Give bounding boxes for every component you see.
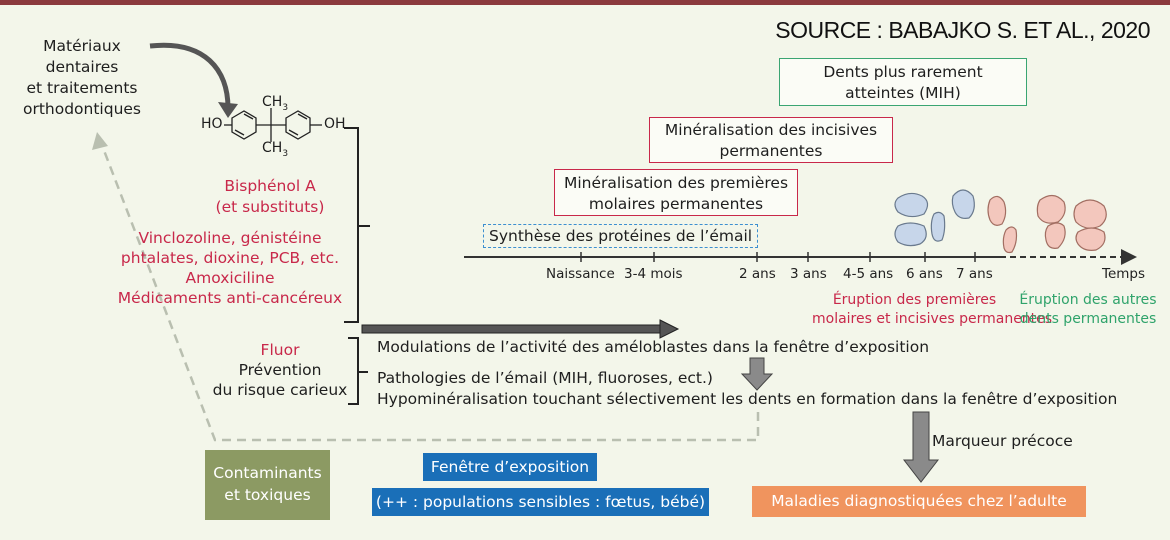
synthese-box: Synthèse des protéines de l’émail (483, 224, 758, 248)
exposure-arrow-body (362, 325, 662, 333)
materials-line2: dentaires (45, 58, 119, 76)
molaires-line1: Minéralisation des premières (563, 174, 789, 192)
mih-box (779, 58, 1027, 106)
eruption-first-line2: molaires et incisives permanentes (812, 311, 1053, 327)
contaminants-line4: phtalates, dioxine, PCB, etc. (120, 249, 340, 267)
materials-line1: Matériaux (43, 37, 121, 55)
fluor-bracket (348, 338, 368, 404)
tick-4-5-ans: 4-5 ans (843, 266, 894, 282)
timeline-end-label: Temps (1102, 266, 1146, 282)
molecule-ho: HO (201, 116, 223, 132)
incisives-box (649, 117, 893, 163)
fluor-line1: Fluor (260, 341, 300, 359)
modulation-text: Modulations de l’activité des améloblastes dans la fenêtre d’exposition (377, 338, 930, 356)
incisives-line1: Minéralisation des incisives (664, 121, 878, 139)
materials-label (12, 36, 152, 120)
materials-line4: orthodontiques (22, 100, 142, 118)
contaminants-legend-line1: Contaminants (213, 464, 322, 482)
teeth-pink (988, 195, 1106, 252)
tick-6-ans: 6 ans (906, 266, 943, 282)
teeth-blue (895, 190, 974, 246)
contaminants-legend-box (205, 450, 330, 520)
contaminants-list (100, 228, 360, 308)
mih-line1: Dents plus rarement (823, 63, 983, 81)
tick-7-ans: 7 ans (956, 266, 993, 282)
molecule-oh: OH (324, 116, 346, 132)
marker-text: Marqueur précoce (932, 432, 1073, 450)
hypomineral-text: Hypominéralisation touchant sélectivement les dents en formation dans la fenêtre d’exposition (377, 390, 1118, 408)
window-legend-box: Fenêtre d’exposition (423, 453, 597, 481)
bisphenol-label (170, 176, 370, 218)
contaminants-line6: Médicaments anti-cancéreux (117, 289, 343, 307)
bisphenol-line1: Bisphénol A (224, 177, 316, 195)
molaires-box (554, 169, 798, 216)
tick-naissance: Naissance (546, 266, 615, 282)
eruption-other-line1: Éruption des autres (1019, 292, 1157, 308)
molecule-ch3-top: $CH_3$ (262, 94, 289, 113)
tick-3-4-mois: 3-4 mois (624, 266, 683, 282)
molecule-ch3-bottom: $CH_3$ (262, 140, 289, 159)
source-label: SOURCE : BABAJKO S. ET AL., 2020 (775, 17, 1150, 43)
bisphenol-molecule (224, 108, 322, 142)
pathologies-text: Pathologies de l’émail (MIH, fluoroses, ect.) (377, 369, 713, 387)
materials-curved-arrow (150, 45, 228, 108)
fluor-line2: Prévention (238, 361, 322, 379)
contaminants-legend-line2: et toxiques (224, 486, 311, 504)
tick-3-ans: 3 ans (790, 266, 827, 282)
fluor-line3: du risque carieux (212, 381, 348, 399)
tick-2-ans: 2 ans (739, 266, 776, 282)
eruption-first-line1: Éruption des premières (832, 292, 997, 308)
sensitive-legend-box: (++ : populations sensibles : fœtus, bébé) (372, 488, 709, 516)
molaires-line2: molaires permanentes (588, 195, 764, 213)
pathology-down-arrow (742, 358, 772, 390)
contaminants-line5: Amoxiciline (185, 269, 275, 287)
exposure-arrow-head (660, 320, 678, 338)
bisphenol-line2: (et substituts) (215, 198, 325, 216)
adult-legend-box: Maladies diagnostiquées chez l’adulte (752, 486, 1086, 517)
eruption-first-label (812, 291, 1053, 329)
dashed-feedback-arrow (92, 132, 108, 150)
eruption-other-label (1018, 291, 1158, 329)
contaminants-line3: Vinclozoline, génistéine (138, 229, 322, 247)
materials-line3: et traitements (26, 79, 138, 97)
incisives-line2: permanentes (719, 142, 823, 160)
mih-line2: atteintes (MIH) (845, 84, 961, 102)
fluor-label (210, 340, 350, 400)
eruption-other-line2: dents permanentes (1019, 311, 1157, 327)
